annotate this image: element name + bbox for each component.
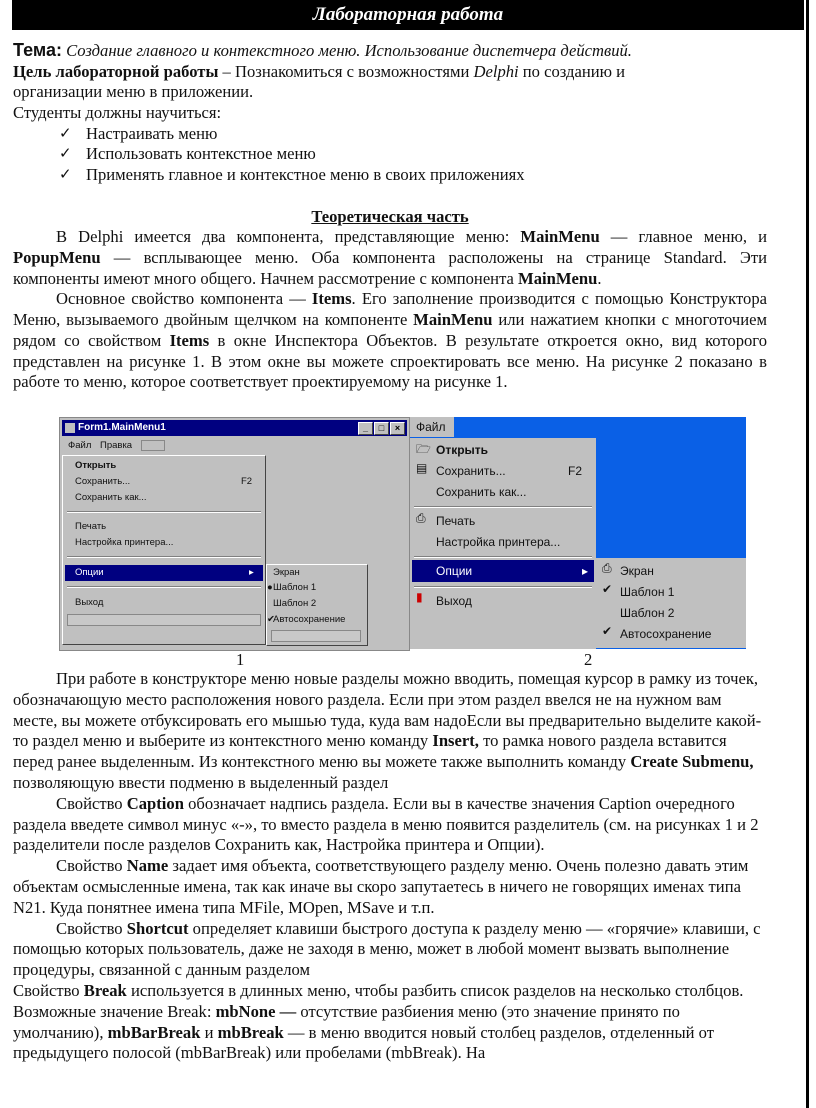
term: Insert,	[432, 731, 479, 751]
text: то рамка нового раздела вставится перед ранее выделенным. Из контекстного меню вы можете также выполнить команду	[13, 731, 727, 772]
body-section	[13, 669, 763, 1064]
goal-text-after: по созданию и	[518, 61, 626, 81]
menu-item: Сохранить как...	[436, 485, 527, 499]
window-title: Form1.MainMenu1	[78, 422, 166, 433]
list-item	[59, 144, 767, 165]
figure-1-menu-designer	[59, 417, 410, 651]
page-header	[12, 0, 804, 30]
checkmark-icon: ✔	[602, 582, 613, 596]
goal-delphi: Delphi	[473, 61, 519, 81]
students-intro: Студенты должны научиться:	[13, 103, 222, 123]
menu-item: Выход	[75, 597, 104, 608]
term: Items	[311, 289, 352, 309]
text: используется в длинных меню, чтобы разбить список разделов на несколько столбцов. Возможные значение Break:	[13, 980, 744, 1021]
new-item-frame	[67, 614, 261, 626]
list-item-text: Настраивать меню	[86, 123, 218, 143]
submenu-arrow-icon: ▸	[582, 564, 589, 578]
paragraph	[13, 669, 763, 794]
topic-text: Создание главного и контекстного меню. Использование диспетчера действий.	[66, 41, 632, 60]
term: Items	[169, 330, 210, 350]
text: — в меню вводится новый столбец разделов, отделенный от предыдущего полосой (mbBarBreak) или пробелами (mbBreak). На	[13, 1022, 715, 1063]
check-icon: ✓	[59, 167, 72, 183]
menu-item: Шаблон 2	[620, 606, 675, 620]
shortcut-label: F2	[241, 476, 253, 487]
text: Свойство	[56, 856, 127, 876]
text: . Его заполнение производится с помощью Конструктора Меню, вызываемого двойным щелчком на компоненте	[13, 289, 767, 330]
text: в окне Инспектора Объектов. В результате откроется окно, вид которого представлен на рисунке 1. В этом окне вы можете спроектировать все меню. На рисунке 2 показано в работе то меню, которое соответствует проектируемому на рисунке 1.	[13, 330, 767, 392]
maximize-icon: □	[374, 422, 389, 435]
submenu	[266, 564, 368, 646]
menu-item: Печать	[436, 514, 476, 528]
list-item	[59, 124, 767, 145]
goal-label: Цель лабораторной работы	[13, 61, 219, 81]
term: Shortcut	[126, 918, 189, 938]
menu-separator	[414, 556, 592, 558]
term: mbNone —	[215, 1001, 297, 1021]
term: Break	[83, 980, 127, 1000]
paragraph	[13, 794, 763, 856]
menubar	[62, 438, 407, 454]
menu-item: Печать	[75, 521, 107, 532]
intro-section	[13, 40, 767, 393]
text: задает имя объекта, соответствующего разделу меню. Очень полезно давать этим объектам осмысленные имена, так как иначе вы скоро запутаетесь в ничего не говорящих именах типа N21. Куда понятнее имена типа MFile, MOpen, MSave и т.п.	[13, 856, 749, 917]
minimize-icon: _	[358, 422, 373, 435]
goal-line	[13, 62, 767, 83]
menu-item: Выход	[436, 594, 472, 608]
menu-item: Экран	[620, 564, 654, 578]
menu-separator	[67, 586, 261, 588]
exit-door-icon: ▮	[416, 590, 423, 604]
check-icon: ✓	[59, 125, 72, 142]
text: Свойство	[56, 793, 127, 813]
menu-item: Открыть	[75, 460, 117, 471]
menu-item: Открыть	[436, 443, 489, 457]
text: Основное свойство компонента —	[56, 289, 312, 309]
menu-separator	[414, 506, 592, 508]
menu-file: Файл	[410, 417, 454, 437]
close-icon: ×	[390, 422, 405, 435]
menu-separator	[414, 586, 592, 588]
text: обозначает надпись раздела. Если вы в качестве значения Caption очередного раздела введете символ минус «-», то вместо раздела в меню появится разделитель (см. на рисунках 1 и 2 разделители после разделов Сохранить как, Настройка принтера и Опции).	[13, 793, 759, 855]
menu-item: Опции	[436, 564, 473, 578]
menu-separator	[67, 511, 261, 513]
menu-item: Автосохранение	[273, 614, 346, 625]
section-title: Теоретическая часть	[311, 206, 469, 226]
dropdown-menu	[410, 438, 596, 649]
menu-item: Сохранить...	[436, 464, 506, 478]
text: .	[597, 268, 602, 288]
submenu	[596, 558, 746, 648]
list-item	[59, 165, 767, 186]
goal-text: – Познакомиться с возможностями	[218, 61, 474, 81]
term: mbBreak	[217, 1022, 284, 1042]
printer-icon: ⎙	[416, 511, 426, 525]
menu-file: Файл	[68, 440, 92, 451]
window-icon	[65, 423, 75, 433]
text: При работе в конструкторе меню новые разделы можно вводить, помещая курсор в рамку из точек, обозначающую место расположения нового раздела. Если при этом раздел ввелся не на нужном вам месте, вы можете отбуксировать его мышью туда, куда вам надоЕсли вы предварительно выделите какой-то раздел меню и выберите из контекстного меню команду	[13, 669, 762, 751]
term: MainMenu	[520, 227, 600, 247]
paragraph	[13, 289, 767, 393]
shortcut-label: F2	[568, 464, 583, 478]
checkmark-icon: ✔	[267, 614, 275, 625]
right-border-rule	[806, 0, 809, 1108]
term: MainMenu	[518, 268, 598, 288]
term: Caption	[126, 793, 184, 813]
menu-item: Шаблон 2	[273, 598, 317, 609]
checkmark-icon: ✔	[602, 624, 613, 638]
menu-edit: Правка	[100, 440, 133, 451]
text: — всплывающее меню. Оба компонента расположены на странице Standard. Эти компоненты имеют много общего. Начнем рассмотрение с компонента	[13, 248, 767, 288]
text: — главное меню, и	[599, 227, 767, 247]
text: определяет клавиши быстрого доступа к разделу меню — «горячие» клавиши, с помощью которых пользователь, даже не заходя в меню, может в любой момент вызвать выполнение процедуры, связанной с данным разделом	[13, 918, 761, 980]
header-title: Лабораторная работа	[312, 4, 504, 25]
goal-line-2: организации меню в приложении.	[13, 82, 254, 102]
paragraph	[13, 227, 767, 289]
menu-separator	[67, 556, 261, 558]
printer-icon: ⎙	[602, 561, 612, 575]
paragraph	[13, 856, 763, 918]
skills-list	[13, 124, 767, 186]
save-icon: ▤	[416, 461, 428, 475]
menu-item: Экран	[273, 567, 300, 578]
menu-item: Сохранить как...	[75, 492, 147, 503]
check-icon: ✓	[59, 146, 72, 163]
menu-item: Настройка принтера...	[436, 535, 561, 549]
figure-1-caption: 1	[236, 650, 245, 669]
text: Свойство	[56, 918, 127, 938]
menu-item: Автосохранение	[620, 627, 712, 641]
menu-item: Шаблон 1	[620, 585, 675, 599]
dropdown-menu	[62, 455, 266, 645]
radio-dot-icon: ●	[267, 582, 273, 593]
paragraph	[13, 981, 763, 1064]
menu-item: Шаблон 1	[273, 582, 317, 593]
list-item-text: Использовать контекстное меню	[86, 144, 316, 164]
new-item-frame	[271, 630, 361, 642]
menu-placeholder	[141, 440, 165, 451]
menu-item: Сохранить...	[75, 476, 131, 487]
text: позволяющую ввести подменю в выделенный раздел	[13, 772, 389, 792]
term: mbBarBreak	[107, 1022, 201, 1042]
figure-2-caption: 2	[584, 650, 593, 669]
term: Create Submenu,	[630, 752, 754, 772]
folder-open-icon: 🗁	[416, 442, 431, 456]
text: или нажатием кнопки с многоточием рядом со свойством	[13, 310, 767, 350]
submenu-arrow-icon: ▸	[249, 567, 254, 578]
topic-label: Тема:	[13, 40, 62, 60]
menu-item: Настройка принтера...	[75, 537, 174, 548]
window-titlebar	[62, 420, 407, 436]
text: В Delphi имеется два компонента, представляющие меню:	[56, 227, 521, 247]
text: Свойство	[13, 980, 84, 1000]
paragraph	[13, 919, 763, 981]
term: PopupMenu	[13, 248, 101, 267]
topic-line	[13, 40, 767, 62]
text: и	[200, 1022, 218, 1042]
text: отсутствие разбиения меню (это значение принято по умолчанию),	[13, 1001, 680, 1042]
figure-2-running-menu	[410, 417, 746, 649]
term: Name	[126, 856, 169, 876]
list-item-text: Применять главное и контекстное меню в своих приложениях	[86, 165, 525, 184]
menu-item: Опции	[75, 567, 104, 578]
term: MainMenu	[413, 310, 493, 330]
